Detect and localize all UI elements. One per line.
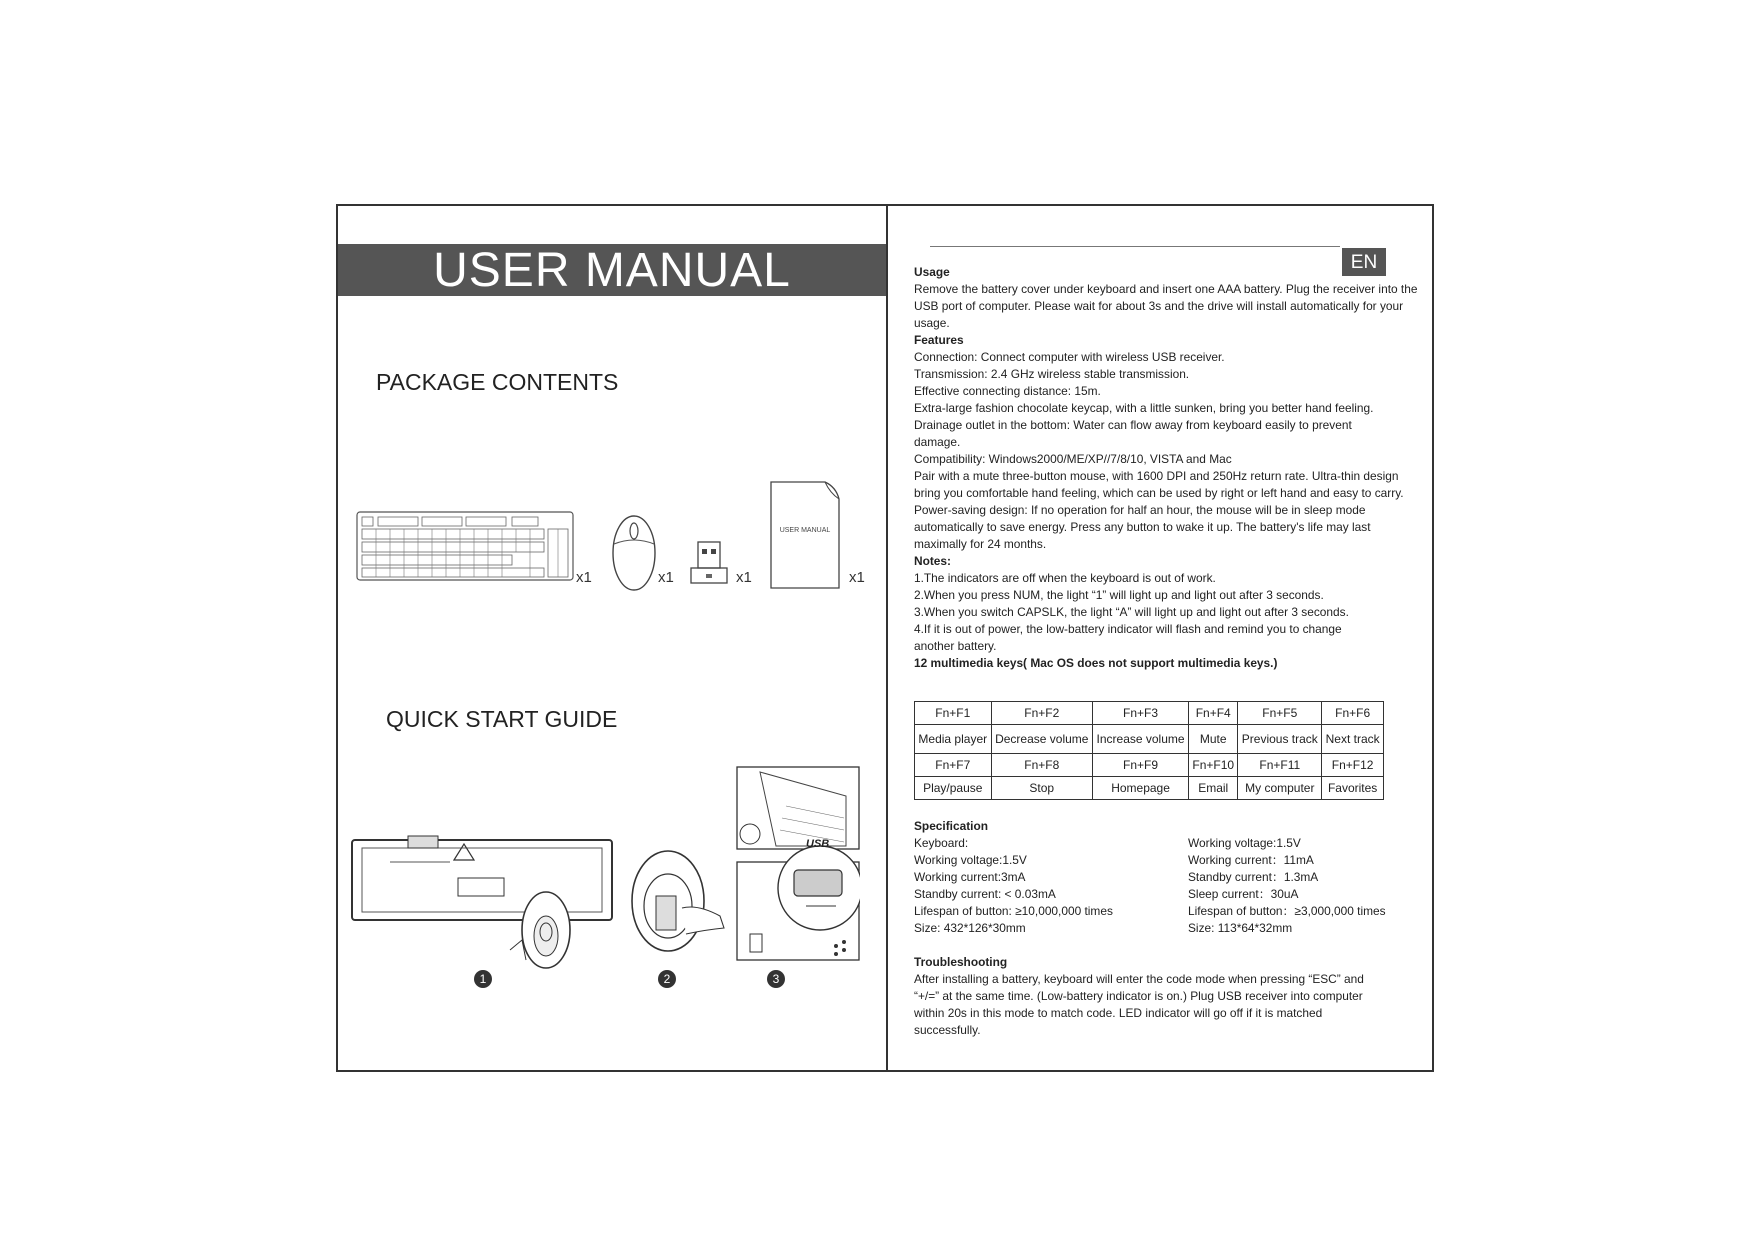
trouble-heading: Troubleshooting — [914, 955, 1008, 969]
table-row — [915, 754, 1384, 777]
note-item: 3.When you switch CAPSLK, the light “A” will light up and light out after 3 seconds. — [914, 605, 1349, 619]
step-2-badge: 2 — [658, 970, 676, 988]
spec-line: Working voltage:1.5V — [1188, 836, 1301, 850]
trouble-text: After installing a battery, keyboard will enter the code mode when pressing “ESC” and “+/=” at the same time. (Low-battery indicator is on.) Plug USB receiver into computer within 20s in this mode to match code. LED indicator will go off if it is matched successfully. — [914, 972, 1364, 1037]
spec-mouse-column — [1188, 835, 1424, 937]
table-cell: Next track — [1322, 725, 1384, 754]
table-row — [915, 777, 1384, 800]
usage-heading: Usage — [914, 265, 950, 279]
feature-item: Compatibility: Windows2000/ME/XP//7/8/10, VISTA and Mac — [914, 452, 1232, 466]
table-cell: Decrease volume — [991, 725, 1092, 754]
table-cell: Fn+F8 — [991, 754, 1092, 777]
feature-item: Effective connecting distance: 15m. — [914, 384, 1101, 398]
feature-item: Drainage outlet in the bottom: Water can flow away from keyboard easily to prevent damage. — [914, 418, 1352, 449]
notes-heading: Notes: — [914, 554, 951, 568]
table-cell: Fn+F2 — [991, 702, 1092, 725]
spec-line: Standby current: < 0.03mA — [914, 887, 1056, 901]
usage-text: Remove the battery cover under keyboard and insert one AAA battery. Plug the receiver into the USB port of computer. Please wait for about 3s and the drive will install automatically for your usage. — [914, 282, 1418, 330]
table-cell: Stop — [991, 777, 1092, 800]
note-item: 1.The indicators are off when the keyboard is out of work. — [914, 571, 1216, 585]
table-cell: Fn+F1 — [915, 702, 992, 725]
table-cell: Fn+F4 — [1189, 702, 1238, 725]
usb-label: USB — [806, 838, 830, 850]
specification-section — [914, 818, 1424, 937]
feature-item: Extra-large fashion chocolate keycap, with a little sunken, bring you better hand feeling. — [914, 401, 1374, 415]
mouse-battery-illustration — [628, 846, 728, 956]
multimedia-keys-table — [914, 701, 1384, 800]
manual-qty: x1 — [849, 569, 865, 586]
step-1-badge: 1 — [474, 970, 492, 988]
feature-item: Connection: Connect computer with wireless USB receiver. — [914, 350, 1225, 364]
table-cell: Previous track — [1238, 725, 1322, 754]
table-cell: Email — [1189, 777, 1238, 800]
spec-line: Lifespan of button：≥3,000,000 times — [1188, 904, 1386, 918]
table-row — [915, 725, 1384, 754]
table-cell: Play/pause — [915, 777, 992, 800]
spec-line: Working current：11mA — [1188, 853, 1314, 867]
header-rule — [930, 246, 1340, 247]
quick-start-title: QUICK START GUIDE — [386, 706, 618, 732]
table-row — [915, 702, 1384, 725]
spec-line: Sleep current：30uA — [1188, 887, 1299, 901]
spec-heading: Specification — [914, 819, 989, 833]
usb-receiver-illustration — [688, 540, 730, 586]
feature-item: Power-saving design: If no operation for half an hour, the mouse will be in sleep mode automatically to save energy. Press any button to wake it up. The battery's life may last maximally for 24 months. — [914, 503, 1371, 551]
feature-item: Pair with a mute three-button mouse, with 1600 DPI and 250Hz return rate. Ultra-thin design bring you comfortable hand feeling, which can be used by right or left hand and easy to carry. — [914, 469, 1404, 500]
table-cell: Fn+F10 — [1189, 754, 1238, 777]
table-cell: Fn+F7 — [915, 754, 992, 777]
language-badge: EN — [1342, 248, 1386, 276]
keyboard-underside-illustration — [350, 832, 614, 982]
spec-line: Working voltage:1.5V — [914, 853, 1027, 867]
table-cell: Increase volume — [1093, 725, 1189, 754]
title-banner: USER MANUAL — [338, 244, 886, 296]
note-item: 2.When you press NUM, the light “1” will light up and light out after 3 seconds. — [914, 588, 1324, 602]
left-page — [338, 206, 886, 1070]
mouse-illustration — [611, 514, 657, 592]
manual-sheet — [336, 204, 1434, 1072]
table-cell: Fn+F9 — [1093, 754, 1189, 777]
step-3-badge: 3 — [767, 970, 785, 988]
spec-keyboard-column — [914, 835, 1184, 937]
table-cell: Fn+F3 — [1093, 702, 1189, 725]
manual-illustration — [770, 481, 840, 589]
table-cell: Homepage — [1093, 777, 1189, 800]
table-cell: Media player — [915, 725, 992, 754]
table-cell: Fn+F5 — [1238, 702, 1322, 725]
package-contents-title: PACKAGE CONTENTS — [376, 369, 619, 395]
spec-line: Lifespan of button: ≥10,000,000 times — [914, 904, 1113, 918]
spec-line: Keyboard: — [914, 836, 969, 850]
table-cell: My computer — [1238, 777, 1322, 800]
receiver-qty: x1 — [736, 569, 752, 586]
keyboard-illustration — [356, 511, 574, 581]
spec-line: Size: 113*64*32mm — [1188, 921, 1293, 935]
table-cell: Fn+F11 — [1238, 754, 1322, 777]
spec-line: Size: 432*126*30mm — [914, 921, 1026, 935]
table-cell: Favorites — [1322, 777, 1384, 800]
features-heading: Features — [914, 333, 964, 347]
table-cell: Fn+F6 — [1322, 702, 1384, 725]
troubleshooting-section — [914, 954, 1384, 1039]
spec-line: Standby current：1.3mA — [1188, 870, 1319, 884]
manual-cover-label: USER MANUAL — [779, 527, 831, 534]
multimedia-heading: 12 multimedia keys( Mac OS does not support multimedia keys.) — [914, 656, 1278, 670]
right-page — [888, 206, 1434, 1070]
spec-line: Working current:3mA — [914, 870, 1026, 884]
table-cell: Fn+F12 — [1322, 754, 1384, 777]
main-text — [914, 264, 1424, 672]
table-cell: Mute — [1189, 725, 1238, 754]
keyboard-qty: x1 — [576, 569, 592, 586]
mouse-qty: x1 — [658, 569, 674, 586]
feature-item: Transmission: 2.4 GHz wireless stable transmission. — [914, 367, 1190, 381]
laptop-usb-illustration — [736, 766, 860, 962]
note-item: 4.If it is out of power, the low-battery indicator will flash and remind you to change another battery. — [914, 622, 1342, 653]
